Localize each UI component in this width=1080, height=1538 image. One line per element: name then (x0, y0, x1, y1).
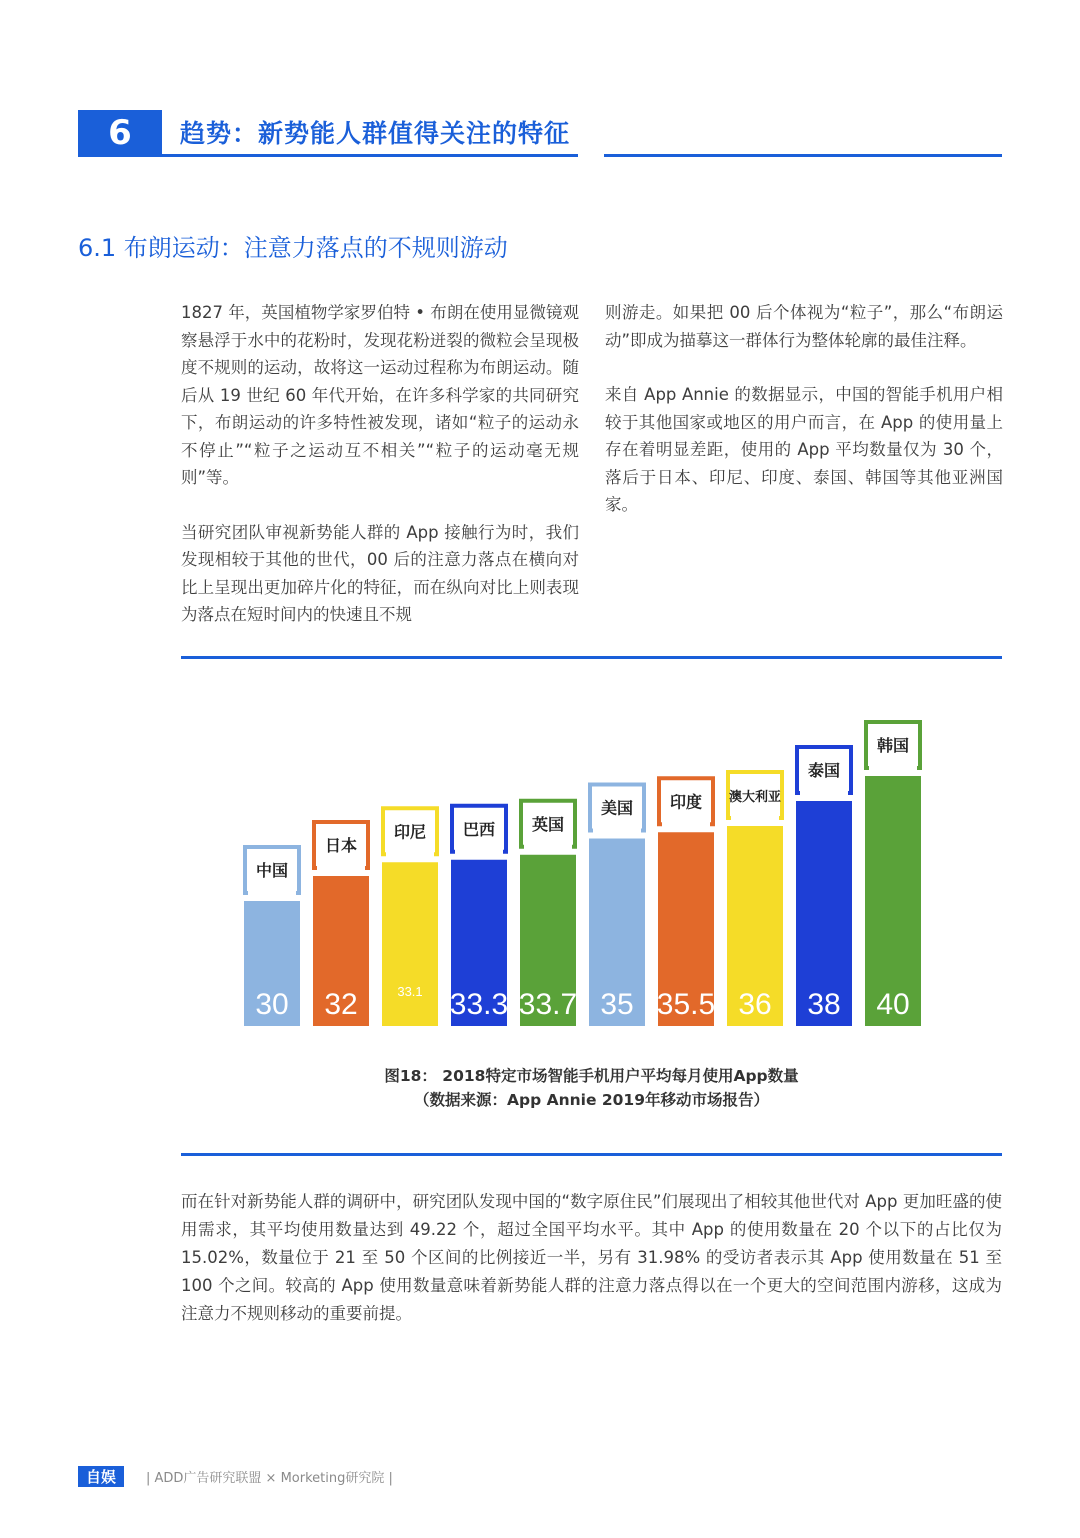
value-label: 35 (600, 988, 634, 1021)
value-label: 30 (255, 988, 289, 1021)
paragraph: 当研究团队审视新势能人群的 App 接触行为时，我们发现相较于其他的世代，00 后的注意力落点在横向对比上呈现出更加碎片化的特征，而在纵向对比上则表现为落点在短时间内的快速且不规 (181, 522, 579, 624)
category-label-box-gap (317, 865, 365, 871)
category-label: 澳大利亚 (728, 790, 782, 805)
value-label: 40 (876, 988, 910, 1021)
category-label-box-gap (386, 851, 434, 857)
body-column-left (181, 299, 579, 656)
value-label: 35.5 (656, 988, 716, 1021)
footer-logo: 自娱 (78, 1466, 124, 1487)
value-label: 33.1 (397, 984, 423, 999)
category-label-box-gap (524, 844, 572, 850)
figure-top-rule (181, 656, 1002, 659)
paragraph: 而在针对新势能人群的调研中，研究团队发现中国的“数字原住民”们展现出了相较其他世代对 App 更加旺盛的使用需求，其平均使用数量达到 49.22 个，超过全国平均水平。其中 App 的使用数量在 20 个以下的占比仅为 15.02%，数量位于 21 至 50 个区间的比例接近一半，另有 31.98% 的受访者表示其 App 使用数量在 51 至 100 个之间。较高的 App 使用数量意味着新势能人群的注意力落点得以在一个更大的空间范围内游移，这成为注意力不规则移动的重要前提。 (181, 1192, 1002, 1323)
figure-bottom-rule (181, 1153, 1002, 1156)
body-column-right (605, 299, 1003, 546)
paragraph: 1827 年，英国植物学家罗伯特 • 布朗在使用显微镜观察悬浮于水中的花粉时，发现花粉迸裂的微粒会呈现极度不规则的运动，故将这一运动过程称为布朗运动。随后从 19 世纪 60 年代开始，在许多科学家的共同研究下，布朗运动的许多特性被发现，诸如“粒子的运动永不停止”“粒子之运动互不相关”“粒子的运动毫无规则”等。 (181, 303, 579, 487)
category-label: 印度 (669, 792, 703, 812)
section-title: 6.1 布朗运动：注意力落点的不规则游动 (78, 234, 508, 262)
category-label: 印尼 (393, 822, 427, 842)
chapter-title: 趋势：新势能人群值得关注的特征 (180, 119, 571, 148)
value-label: 36 (738, 988, 772, 1021)
category-label: 英国 (531, 814, 565, 834)
figure-caption: 图18： 2018特定市场智能手机用户平均每月使用App数量 (384, 1067, 799, 1085)
category-label-box-gap (455, 849, 503, 855)
category-label-box-gap (731, 815, 779, 821)
value-label: 32 (324, 988, 358, 1021)
category-label: 韩国 (876, 736, 910, 755)
category-label-box-gap (593, 828, 641, 834)
category-label-box-gap (248, 890, 296, 896)
paragraph: 来自 App Annie 的数据显示，中国的智能手机用户相较于其他国家或地区的用户而言，在 App 的使用量上存在着明显差距，使用的 App 平均数量仅为 30 个，落后于日本、印尼、印度、泰国、韩国等其他亚洲国家。 (605, 385, 1003, 514)
category-label: 美国 (600, 798, 634, 818)
category-label-box-gap (869, 765, 917, 771)
chapter-underline (78, 154, 578, 157)
paragraph: 则游走。如果把 00 后个体视为“粒子”，那么“布朗运动”即成为描摹这一群体行为整体轮廓的最佳注释。 (605, 303, 1003, 350)
category-label: 巴西 (462, 819, 496, 839)
value-label: 33.7 (518, 988, 578, 1021)
value-label: 33.3 (449, 988, 509, 1021)
chapter-underline-right (604, 154, 1002, 157)
chapter-number-badge: 6 (78, 110, 162, 156)
bar-印尼 (382, 862, 438, 1026)
category-label: 日本 (324, 836, 358, 855)
figure-source: （数据来源：App Annie 2019年移动市场报告） (413, 1091, 769, 1109)
category-label: 中国 (255, 861, 289, 880)
bar-chart (230, 700, 940, 1040)
category-label: 泰国 (807, 761, 841, 780)
category-label-box-gap (662, 821, 710, 827)
category-label-box-gap (800, 790, 848, 796)
footer-credit: | ADD广告研究联盟 × Morketing研究院 | (146, 1471, 393, 1486)
value-label: 38 (807, 988, 841, 1021)
